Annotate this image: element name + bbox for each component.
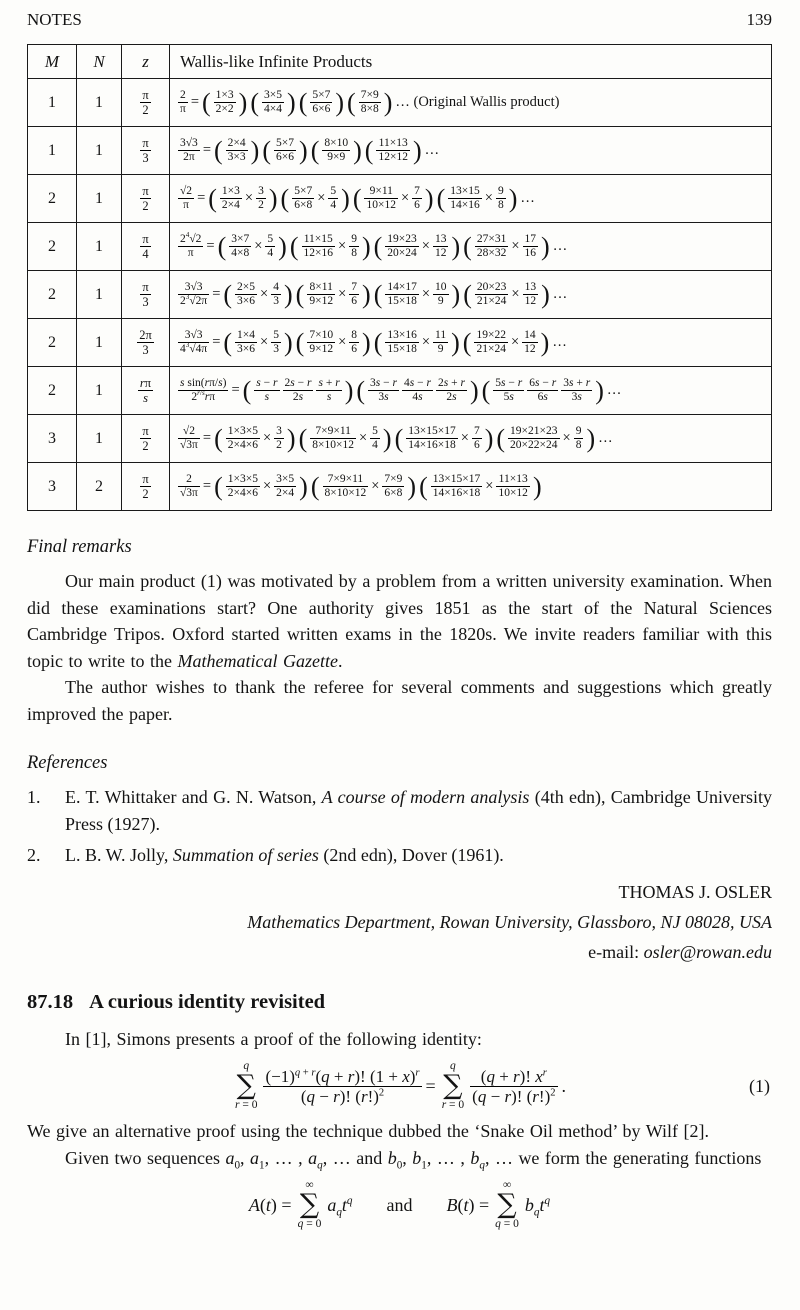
m-value: 1 xyxy=(28,127,77,175)
equation-1-number: (1) xyxy=(749,1075,770,1096)
signature-block xyxy=(27,877,772,967)
wallis-products-table xyxy=(27,44,772,511)
z-fraction: $\frac{\pi}{2}$ xyxy=(142,184,149,213)
z-value xyxy=(122,319,170,367)
table-row xyxy=(28,127,772,175)
n-value: 2 xyxy=(77,463,122,511)
m-value: 1 xyxy=(28,79,77,127)
author-name: THOMAS J. OSLER xyxy=(618,881,772,902)
remarks-paragraph-2: The author wishes to thank the referee for several comments and suggestions which greatly improved the paper. xyxy=(27,677,772,724)
z-fraction: $\frac{r\pi}{s}$ xyxy=(139,376,152,405)
note-intro: In [1], Simons presents a proof of the following identity: xyxy=(65,1028,482,1049)
formula-content: 2 π = ( 1×3 2×2 ) ( 3×5 4×4 ) ( 5×7 6×6 ) ( 7×9 8×8 ) … (Original Wallis product) xyxy=(180,87,560,117)
formula-content: 3√3 $2^3√2\pi$ = ( 2×5 3×6 × 4 3 ) ( 8×11 9×12 × 7 6 ) ( 14×17 15×18 × 10 9 ) ( 20×23 21×24 × 13 12 ) … xyxy=(180,279,568,309)
z-value xyxy=(122,415,170,463)
final-remarks-section xyxy=(27,537,772,727)
table-row xyxy=(28,415,772,463)
z-fraction: $\frac{\pi}{3}$ xyxy=(142,136,149,165)
formula-content: $2^4√2$ π = ( 3×7 4×8 × 5 4 ) ( 11×15 12×16 × 9 8 ) ( 19×23 20×24 × 13 12 ) ( 27×31 28×32 × 17 16 ) … xyxy=(180,231,568,261)
col-header-z: z xyxy=(122,45,170,79)
formula-content: 3√3 $4^3√4\pi$ = ( 1×4 3×6 × 5 3 ) ( 7×10 9×12 × 8 6 ) ( 13×16 15×18 × 11 9 ) ( 19×22 21×24 × 14 12 ) … xyxy=(180,327,567,357)
remarks-paragraph-1: Our main product (1) was motivated by a problem from a written university examination. When did these examinations start? One authority gives 1851 as the start of the Natural Sciences Cambridge Tripos. Oxford started written exams in the 1820s. We invite readers familiar with this topic to write to the Mathematical Gazette. xyxy=(27,571,772,671)
author-email: e-mail: osler@rowan.edu xyxy=(588,941,772,962)
m-value: 2 xyxy=(28,367,77,415)
z-value xyxy=(122,127,170,175)
col-header-n: N xyxy=(77,45,122,79)
table-row xyxy=(28,367,772,415)
z-value xyxy=(122,79,170,127)
z-value xyxy=(122,271,170,319)
note-method-paragraph: We give an alternative proof using the technique dubbed the ‘Snake Oil method’ by Wilf [2]. xyxy=(27,1121,709,1142)
reference-number: 1. xyxy=(27,787,41,807)
n-value: 1 xyxy=(77,319,122,367)
product-formula xyxy=(170,127,772,175)
n-value: 1 xyxy=(77,367,122,415)
references-heading: References xyxy=(27,753,108,773)
z-fraction: $\frac{\pi}{2}$ xyxy=(142,472,149,501)
m-value: 3 xyxy=(28,463,77,511)
table-row xyxy=(28,79,772,127)
table-row xyxy=(28,175,772,223)
z-fraction: $\frac{\pi}{2}$ xyxy=(142,424,149,453)
product-formula xyxy=(170,79,772,127)
m-value: 2 xyxy=(28,223,77,271)
reference-number: 2. xyxy=(27,845,41,865)
note-section xyxy=(27,991,772,1232)
formula-content: s sin(rπ/s) $2^{r/s}r\pi$ = ( s − r s 2s − r 2s s + r s ) ( 3s − r 3s 4s − r 4s 2s + r 2s ) ( 5s − r 5s 6s − r 6s 3s + r 3s ) … xyxy=(180,375,622,405)
col-header-products: Wallis-like Infinite Products xyxy=(170,45,772,79)
note-sequences-paragraph: Given two sequences $a_0$, $a_1$, … , $a_q$, … and $b_0$, $b_1$, … , $b_q$, … we form the generating functions xyxy=(65,1147,762,1172)
table-row xyxy=(28,463,772,511)
z-value xyxy=(122,223,170,271)
z-fraction: $\frac{\pi}{2}$ xyxy=(142,88,149,117)
formula-content: 2 √3π = ( 1×3×5 2×4×6 × 3×5 2×4 ) ( 7×9×11 8×10×12 × 7×9 6×8 ) ( 13×15×17 14×16×18 × 11×13 10×12 ) xyxy=(180,471,542,501)
page-header xyxy=(27,8,772,30)
running-head: NOTES xyxy=(27,10,82,29)
m-value: 2 xyxy=(28,319,77,367)
note-title: A curious identity revisited xyxy=(89,990,326,1013)
n-value: 1 xyxy=(77,223,122,271)
equation-1-content: q ∑ r = 0 $(-1)^{q + r}(q + r)$! $(1 + x)^r$ (q − r)! $(r!)^2$ = q ∑ r = 0 (q + r)! $x^r$ (q − r)! $(r!)^2$ . xyxy=(234,1060,567,1111)
table-row xyxy=(28,319,772,367)
z-value xyxy=(122,463,170,511)
note-heading xyxy=(27,991,772,1014)
equation-1 xyxy=(27,1060,772,1112)
n-value: 1 xyxy=(77,271,122,319)
page-number: 139 xyxy=(746,10,772,29)
z-fraction: $\frac{2\pi}{3}$ xyxy=(139,328,152,357)
z-value xyxy=(122,367,170,415)
n-value: 1 xyxy=(77,175,122,223)
z-fraction: $\frac{\pi}{4}$ xyxy=(142,232,149,261)
table-row xyxy=(28,223,772,271)
product-formula xyxy=(170,367,772,415)
product-formula xyxy=(170,463,772,511)
table-row xyxy=(28,271,772,319)
reference-item xyxy=(27,842,772,869)
product-formula xyxy=(170,415,772,463)
m-value: 2 xyxy=(28,271,77,319)
product-formula xyxy=(170,223,772,271)
product-formula xyxy=(170,175,772,223)
n-value: 1 xyxy=(77,415,122,463)
note-number: 87.18 xyxy=(27,990,74,1013)
z-fraction: $\frac{\pi}{3}$ xyxy=(142,280,149,309)
formula-content: 3√3 2π = ( 2×4 3×3 ) ( 5×7 6×6 ) ( 8×10 9×9 ) ( 11×13 12×12 ) … xyxy=(180,135,440,165)
reference-text: E. T. Whittaker and G. N. Watson, A course of modern analysis (4th edn), Cambridge University Press (1927). xyxy=(65,787,772,834)
n-value: 1 xyxy=(77,79,122,127)
references-section xyxy=(27,753,772,869)
equation-2-content: A(t) = ∞ ∑ q = 0 $a_qt^q$ and B(t) = ∞ ∑ q = 0 $b_qt^q$ xyxy=(248,1179,551,1230)
final-remarks-heading: Final remarks xyxy=(27,537,132,557)
table-header-row xyxy=(28,45,772,79)
formula-content: √2 √3π = ( 1×3×5 2×4×6 × 3 2 ) ( 7×9×11 8×10×12 × 5 4 ) ( 13×15×17 14×16×18 × 7 6 ) ( 19×21×23 20×22×24 × 9 8 ) … xyxy=(180,423,613,453)
n-value: 1 xyxy=(77,127,122,175)
formula-content: √2 π = ( 1×3 2×4 × 3 2 ) ( 5×7 6×8 × 5 4 ) ( 9×11 10×12 × 7 6 ) ( 13×15 14×16 × 9 8 ) … xyxy=(180,183,535,213)
product-formula xyxy=(170,271,772,319)
col-header-m: M xyxy=(28,45,77,79)
z-value xyxy=(122,175,170,223)
author-affiliation: Mathematics Department, Rowan University, Glassboro, NJ 08028, USA xyxy=(247,911,772,932)
reference-item xyxy=(27,784,772,837)
m-value: 2 xyxy=(28,175,77,223)
m-value: 3 xyxy=(28,415,77,463)
product-formula xyxy=(170,319,772,367)
reference-text: L. B. W. Jolly, Summation of series (2nd edn), Dover (1961). xyxy=(65,845,504,865)
equation-2 xyxy=(27,1179,772,1231)
